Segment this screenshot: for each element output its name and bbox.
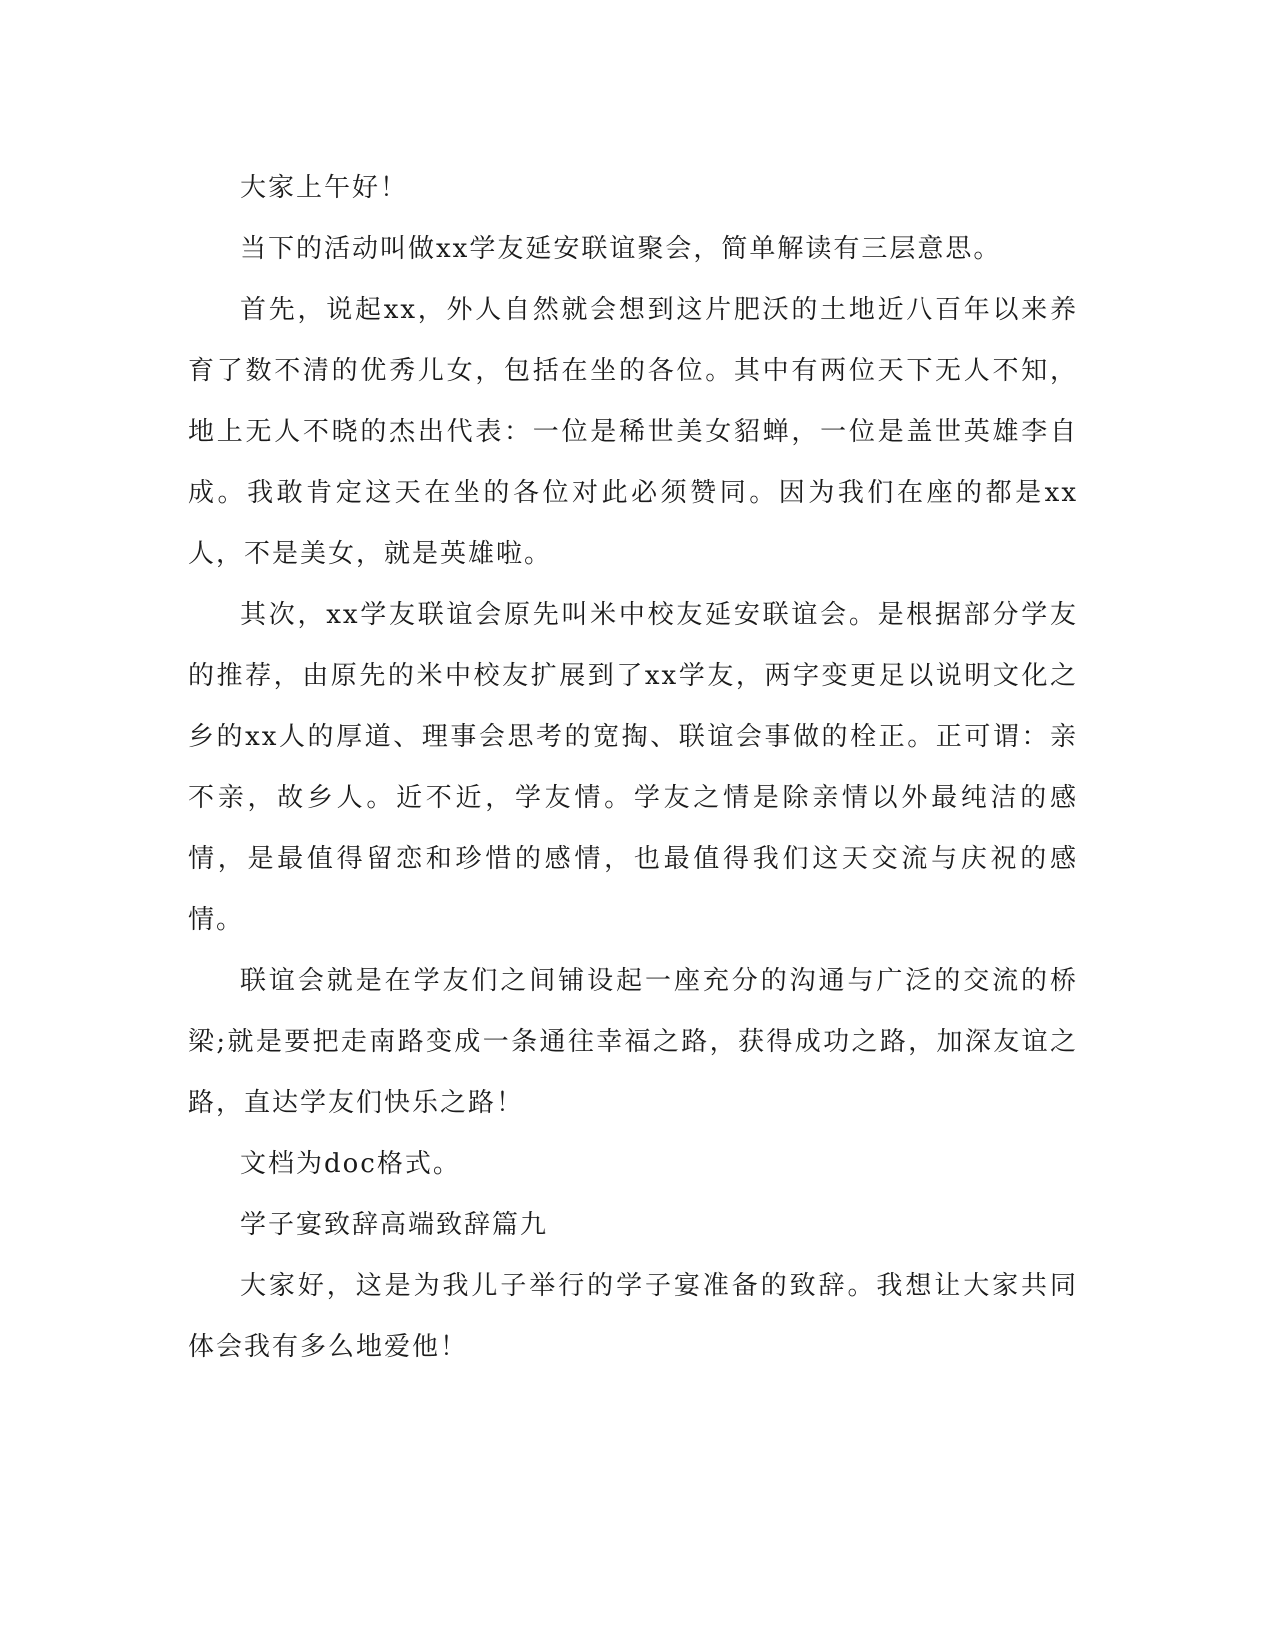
- third-point-paragraph: 联谊会就是在学友们之间铺设起一座充分的沟通与广泛的交流的桥梁;就是要把走南路变成一条通往幸福之路，获得成功之路，加深友谊之路，直达学友们快乐之路！: [188, 966, 1078, 1118]
- speech-opening-paragraph: 大家好，这是为我儿子举行的学子宴准备的致辞。我想让大家共同体会我有多么地爱他！: [188, 1271, 1078, 1362]
- section-heading: 学子宴致辞高端致辞篇九: [240, 1210, 549, 1240]
- greeting-paragraph: 大家上午好！: [240, 173, 409, 203]
- intro-paragraph: 当下的活动叫做xx学友延安联谊聚会，简单解读有三层意思。: [240, 234, 1002, 264]
- second-point-paragraph: 其次，xx学友联谊会原先叫米中校友延安联谊会。是根据部分学友的推荐，由原先的米中校友扩展到了xx学友，两字变更足以说明文化之乡的xx人的厚道、理事会思考的宽掏、联谊会事做的栓正。正可谓：亲不亲，故乡人。近不近，学友情。学友之情是除亲情以外最纯洁的感情，是最值得留恋和珍惜的感情，也最值得我们这天交流与庆祝的感情。: [188, 600, 1078, 935]
- first-point-paragraph: 首先，说起xx，外人自然就会想到这片肥沃的土地近八百年以来养育了数不清的优秀儿女，包括在坐的各位。其中有两位天下无人不知，地上无人不晓的杰出代表：一位是稀世美女貂蝉，一位是盖世英雄李自成。我敢肯定这天在坐的各位对此必须赞同。因为我们在座的都是xx人，不是美女，就是英雄啦。: [188, 295, 1078, 569]
- document-body: [188, 158, 1078, 1378]
- format-note-paragraph: 文档为doc格式。: [240, 1149, 461, 1179]
